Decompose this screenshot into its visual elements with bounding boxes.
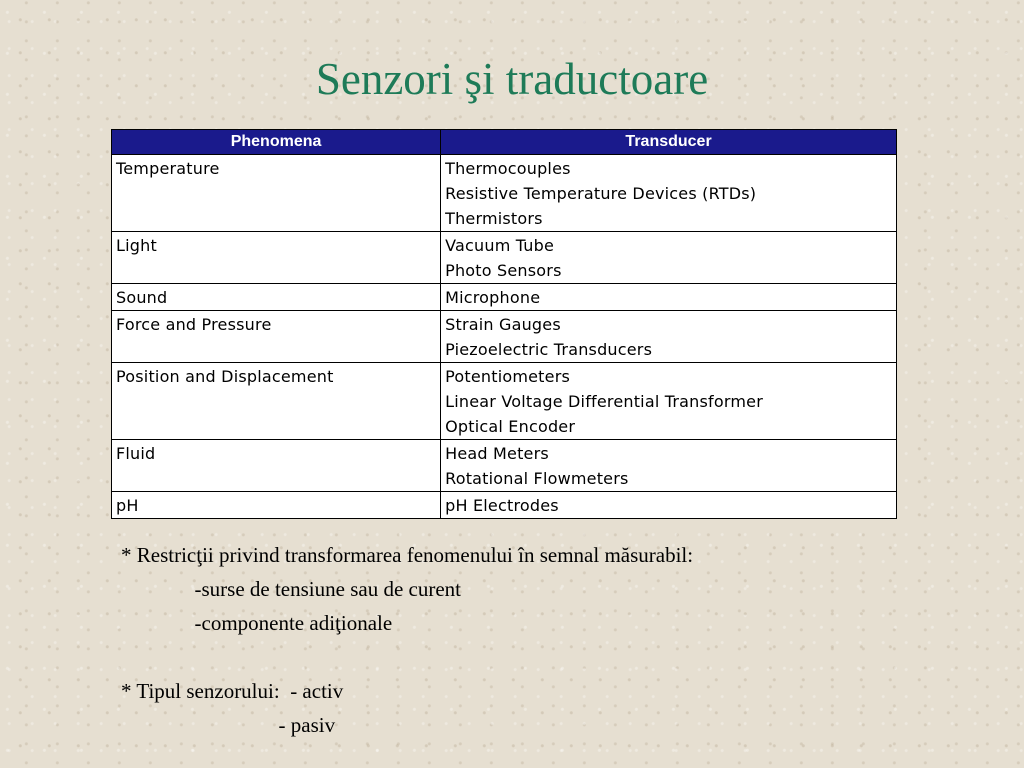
phenomenon-cell (112, 284, 441, 311)
table-row (112, 155, 897, 232)
table-row (112, 492, 897, 519)
phenomenon-cell (112, 155, 441, 232)
header-transducer: Transducer (441, 130, 897, 155)
transducer-item: Strain Gauges (445, 315, 561, 334)
transducer-item: pH Electrodes (445, 496, 559, 515)
table-row (112, 284, 897, 311)
transducer-item: Head Meters (445, 444, 549, 463)
table-body (112, 155, 897, 519)
transducer-item: Thermistors (445, 209, 543, 228)
phenomenon-cell (112, 363, 441, 440)
notes-text (121, 538, 693, 742)
note-line: * Restricţii privind transformarea fenomenului în semnal măsurabil: (121, 543, 694, 567)
transducer-cell (441, 440, 897, 492)
transducer-cell (441, 155, 897, 232)
transducer-item: Resistive Temperature Devices (RTDs) (445, 184, 757, 203)
transducer-item: Linear Voltage Differential Transformer (445, 392, 763, 411)
sensor-table-container (111, 129, 897, 519)
table-row (112, 232, 897, 284)
phenomenon-label: pH (116, 496, 139, 515)
transducer-cell (441, 232, 897, 284)
note-line: - pasiv (121, 713, 336, 737)
phenomenon-cell (112, 311, 441, 363)
note-line: * Tipul senzorului: - activ (121, 679, 344, 703)
table-row (112, 363, 897, 440)
header-phenomena: Phenomena (112, 130, 441, 155)
transducer-cell (441, 363, 897, 440)
sensor-table (111, 129, 897, 519)
transducer-cell (441, 284, 897, 311)
table-row (112, 311, 897, 363)
phenomenon-label: Sound (116, 288, 168, 307)
transducer-item: Optical Encoder (445, 417, 576, 436)
phenomenon-label: Light (116, 236, 157, 255)
phenomenon-label: Force and Pressure (116, 315, 272, 334)
transducer-item: Piezoelectric Transducers (445, 340, 653, 359)
note-line: -componente adiţionale (121, 611, 393, 635)
phenomenon-label: Fluid (116, 444, 156, 463)
phenomenon-label: Temperature (116, 159, 220, 178)
transducer-item: Photo Sensors (445, 261, 562, 280)
phenomenon-cell (112, 492, 441, 519)
phenomenon-label: Position and Displacement (116, 367, 334, 386)
transducer-item: Rotational Flowmeters (445, 469, 629, 488)
transducer-item: Potentiometers (445, 367, 571, 386)
table-row (112, 440, 897, 492)
transducer-item: Microphone (445, 288, 541, 307)
transducer-item: Thermocouples (445, 159, 571, 178)
phenomenon-cell (112, 440, 441, 492)
transducer-cell (441, 492, 897, 519)
note-line: -surse de tensiune sau de curent (121, 577, 461, 601)
note-line (121, 640, 693, 674)
transducer-cell (441, 311, 897, 363)
phenomenon-cell (112, 232, 441, 284)
transducer-item: Vacuum Tube (445, 236, 555, 255)
slide-title: Senzori şi traductoare (315, 54, 709, 104)
table-header-row (112, 130, 897, 155)
